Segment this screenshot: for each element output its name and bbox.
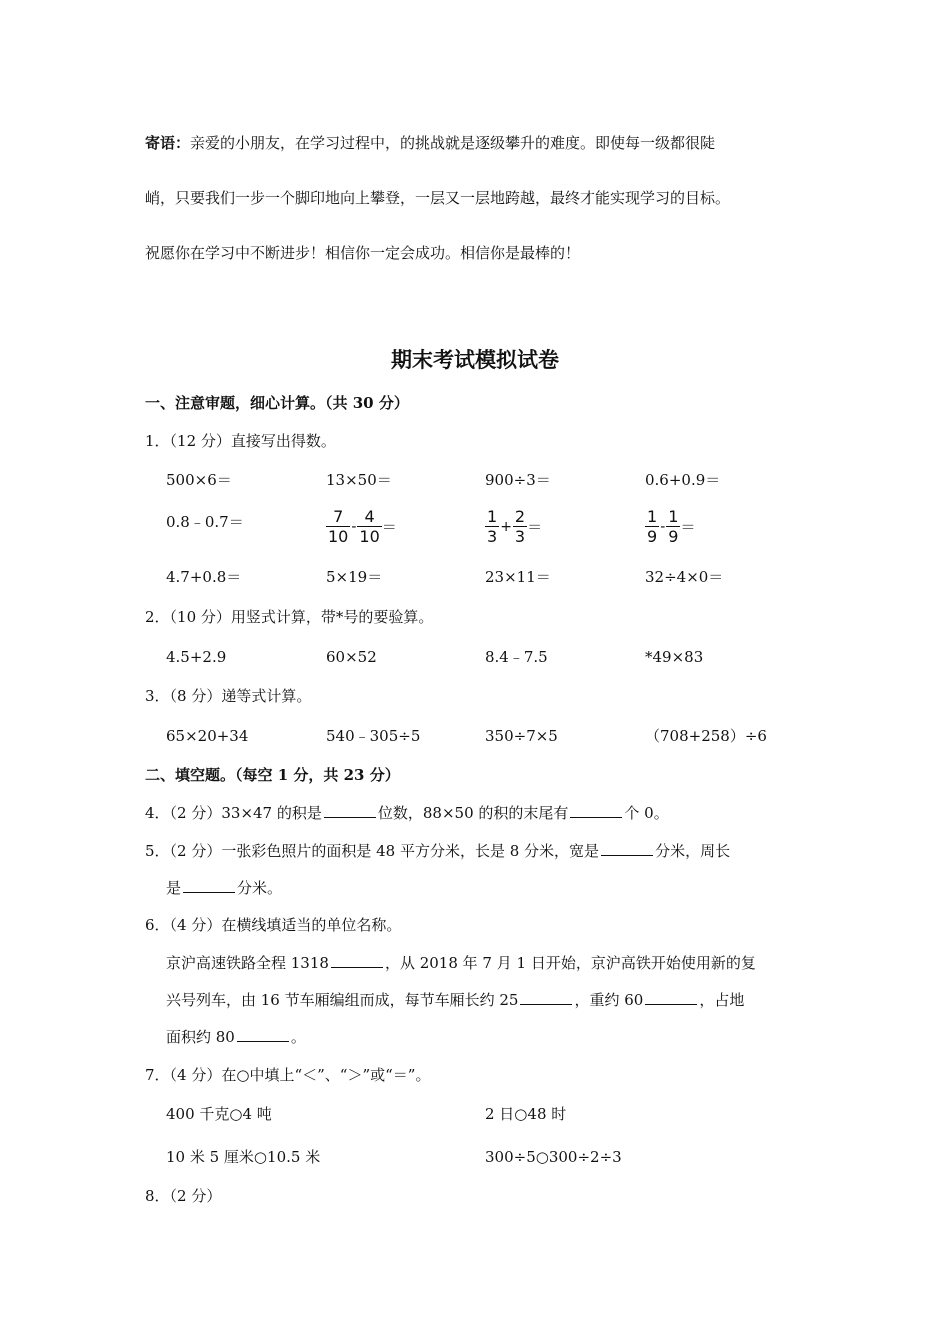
q1-item: 500×6＝: [166, 471, 232, 489]
page-title: 期末考试模拟试卷: [391, 347, 559, 372]
q2-item: *49×83: [645, 648, 704, 666]
q3-item: 65×20+34: [166, 727, 249, 745]
q7-stem: 7．（4 分）在○中填上“＜”、“＞”或“＝”。: [145, 1066, 431, 1084]
answer-blank[interactable]: [331, 953, 383, 968]
fraction-expression: $\frac{1}{9}$ - $\frac{1}{9}$ ＝: [647, 507, 696, 546]
fraction: $\frac{1}{3}$: [487, 507, 498, 546]
q2-item: 60×52: [326, 648, 377, 666]
q1-stem: 1．（12 分）直接写出得数。: [145, 432, 336, 450]
intro-label: 寄语：: [145, 134, 191, 152]
fraction-expression: $\frac{1}{3}$ + $\frac{2}{3}$ ＝: [487, 507, 543, 546]
q6-line-2: 兴号列车，由 16 节车厢编组而成，每节车厢长约 25 ，重约 60 ，占地: [166, 991, 745, 1009]
q1-item: 0.6+0.9＝: [645, 471, 721, 489]
q5-line-1: 5．（2 分）一张彩色照片的面积是 48 平方分米，长是 8 分米，宽是 分米，周长: [145, 842, 731, 860]
q6-stem: 6．（4 分）在横线填适当的单位名称。: [145, 916, 402, 934]
intro-line-1: [145, 133, 715, 153]
answer-blank[interactable]: [645, 990, 697, 1005]
fraction: $\frac{2}{3}$: [514, 507, 526, 546]
q3-stem: 3．（8 分）递等式计算。: [145, 687, 312, 705]
fraction: $\frac{1}{9}$: [668, 507, 679, 546]
answer-blank[interactable]: [601, 841, 653, 856]
q1-item: 0.8﹣0.7＝: [166, 513, 244, 531]
intro-line-3: 祝愿你在学习中不断进步！相信你一定会成功。相信你是最棒的！: [145, 244, 581, 262]
answer-blank[interactable]: [520, 990, 572, 1005]
q5-line-2: 是 分米。: [166, 879, 283, 897]
q7-item: 300÷5○300÷2÷3: [485, 1148, 622, 1166]
answer-blank[interactable]: [237, 1027, 289, 1042]
q7-item: 2 日○48 时: [485, 1105, 567, 1123]
section1-heading: 一、注意审题，细心计算。（共 30 分）: [145, 394, 409, 412]
q7-item: 400 千克○4 吨: [166, 1105, 272, 1123]
q8-stem: 8．（2 分）: [145, 1187, 222, 1205]
q2-item: 4.5+2.9: [166, 648, 227, 666]
q6-line-3: 面积约 80 。: [166, 1028, 306, 1046]
q4: 4．（2 分）33×47 的积是 位数，88×50 的积的末尾有 个 0。: [145, 804, 669, 822]
fraction-expression: $\frac{7}{10}$ - $\frac{4}{10}$ ＝: [328, 507, 397, 546]
fraction: $\frac{7}{10}$: [328, 507, 349, 546]
q2-stem: 2．（10 分）用竖式计算，带*号的要验算。: [145, 608, 434, 626]
q1-item: 900÷3＝: [485, 471, 551, 489]
intro-text-1: 亲爱的小朋友，在学习过程中，的挑战就是逐级攀升的难度。即使每一级都很陡: [190, 134, 716, 152]
q2-item: 8.4﹣7.5: [485, 648, 548, 666]
fraction: $\frac{1}{9}$: [647, 507, 658, 546]
answer-blank[interactable]: [324, 803, 376, 818]
q3-item: （708+258）÷6: [645, 727, 767, 745]
fraction: $\frac{4}{10}$: [359, 507, 380, 546]
section2-heading: 二、填空题。（每空 1 分，共 23 分）: [145, 766, 400, 784]
intro-line-2: 峭，只要我们一步一个脚印地向上攀登，一层又一层地跨越，最终才能实现学习的目标。: [145, 189, 731, 207]
q1-item: 4.7+0.8＝: [166, 568, 242, 586]
q1-item: 13×50＝: [326, 471, 392, 489]
q3-item: 540﹣305÷5: [326, 727, 421, 745]
answer-blank[interactable]: [570, 803, 622, 818]
q3-item: 350÷7×5: [485, 727, 558, 745]
q1-item: 5×19＝: [326, 568, 383, 586]
q6-line-1: 京沪高速铁路全程 1318 ，从 2018 年 7 月 1 日开始，京沪高铁开始使用新的复: [166, 954, 756, 972]
answer-blank[interactable]: [183, 878, 235, 893]
q1-item: 32÷4×0＝: [645, 568, 724, 586]
q1-item: 23×11＝: [485, 568, 551, 586]
q7-item: 10 米 5 厘米○10.5 米: [166, 1148, 321, 1166]
